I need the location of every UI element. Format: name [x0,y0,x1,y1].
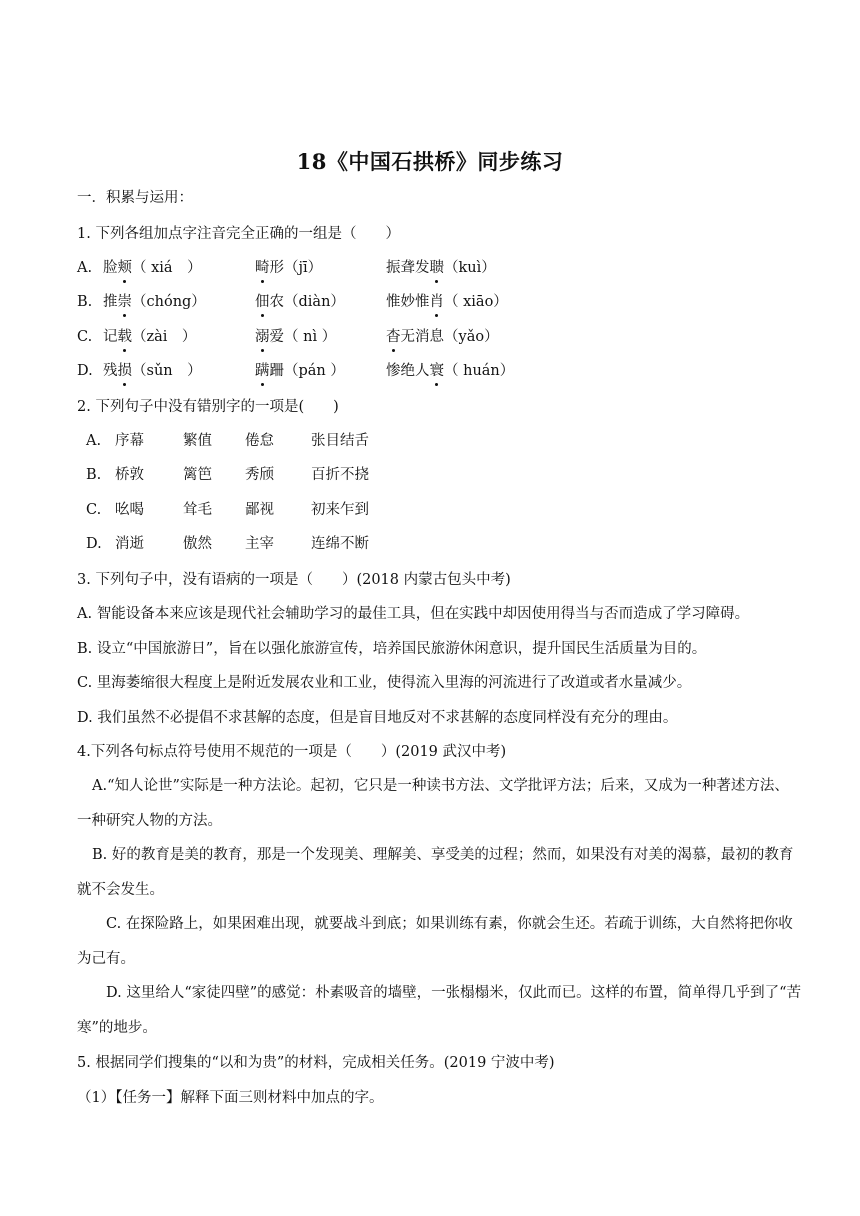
term-pinyin: （ huán） [444,363,515,379]
option-word: 初来乍到 [311,502,369,518]
option-word: 吆喝 [115,502,144,518]
option-word: 消逝 [115,536,144,552]
dotted-character: 溺 [255,329,270,345]
option-label: C. [86,502,102,518]
term-prefix: 惟妙惟 [386,294,430,310]
dotted-character: 崇 [117,294,132,310]
dotted-character: 蹒 [255,363,270,379]
dotted-character: 畸 [255,260,270,276]
dotted-character: 颊 [117,260,132,276]
dotted-character: 聩 [429,260,444,276]
question-4-option-a: A.“知人论世”实际是一种方法论。起初，它只是一种读书方法、文学批评方法；后来，又成为一种著述方法、一种研究人物的方法。 [77,778,789,829]
question-5-task-1: （1）【任务一】解释下面三则材料中加点的字。 [77,1090,384,1106]
option-word: 耸毛 [183,502,212,518]
term-pinyin: 形（jī） [269,260,323,276]
option-word: 傲然 [183,536,212,552]
option-label: A. [86,433,102,449]
option-label: B. [77,294,93,310]
option-term [255,292,345,312]
option-word: 繁值 [183,433,212,449]
option-term [386,292,508,312]
option-term [255,327,336,347]
term-pinyin: 农（diàn） [269,294,345,310]
term-prefix: 推 [103,294,118,310]
term-pinyin: （zài ） [132,329,197,345]
question-4-option-c: C. 在探险路上，如果困难出现，就要战斗到底；如果训练有素，你就会生还。若疏于训练，大自然将把你收为己有。 [77,916,793,967]
option-word: 连绵不断 [311,536,369,552]
term-pinyin: （sǔn ） [132,363,202,379]
option-term [103,258,202,278]
question-1-stem: 1. 下列各组加点字注音完全正确的一组是（ ） [77,226,400,242]
option-term [103,327,196,347]
question-3-option-d: D. 我们虽然不必提倡不求甚解的态度，但是盲目地反对不求甚解的态度同样没有充分的理由。 [77,710,678,726]
option-label: D. [77,363,93,379]
question-3-option-c: C. 里海萎缩很大程度上是附近发展农业和工业，使得流入里海的河流进行了改道或者水量减少。 [77,675,692,691]
question-4-option-b: B. 好的教育是美的教育，那是一个发现美、理解美、享受美的过程；然而，如果没有对美的渴慕，最初的教育就不会发生。 [77,847,794,898]
dotted-character: 损 [117,363,132,379]
section-heading: 一．积累与运用： [77,190,193,206]
option-term [103,292,206,312]
term-prefix: 惨绝人 [386,363,430,379]
option-label: D. [86,536,102,552]
question-3-stem: 3. 下列句子中，没有语病的一项是（ ）(2018 内蒙古包头中考) [77,572,511,588]
page-title: 18《中国石拱桥》同步练习 [296,149,564,174]
option-term [386,258,496,278]
dotted-character: 肖 [429,294,444,310]
option-label: B. [86,467,102,483]
question-5-stem: 5. 根据同学们搜集的“以和为贵”的材料，完成相关任务。(2019 宁波中考) [77,1055,555,1071]
option-word: 主宰 [245,536,274,552]
term-pinyin: （kuì） [444,260,496,276]
term-pinyin: （chóng） [132,294,206,310]
option-word: 张目结舌 [311,433,369,449]
question-4-stem: 4.下列各句标点符号使用不规范的一项是（ ）(2019 武汉中考) [77,744,507,760]
question-2-stem: 2. 下列句子中没有错别字的一项是( ) [77,399,339,415]
question-3-option-b: B. 设立“中国旅游日”，旨在以强化旅游宣传，培养国民旅游休闲意识，提升国民生活质量为目的。 [77,641,707,657]
term-prefix: 振聋发 [386,260,430,276]
question-3-option-a: A. 智能设备本来应该是现代社会辅助学习的最佳工具，但在实践中却因使用得当与否而造成了学习障碍。 [77,606,750,622]
option-label: C. [77,329,93,345]
option-word: 鄙视 [245,502,274,518]
option-label: A. [77,260,93,276]
term-pinyin: 爱（ nì ） [269,329,337,345]
option-term [386,361,514,381]
term-prefix: 记 [103,329,118,345]
option-term [386,327,499,347]
term-prefix: 脸 [103,260,118,276]
term-pinyin: 无消息（yǎo） [400,329,499,345]
option-word: 序幕 [115,433,144,449]
dotted-character: 载 [117,329,132,345]
option-word: 倦怠 [245,433,274,449]
option-term [255,258,322,278]
option-word: 桥敦 [115,467,144,483]
option-term [103,361,202,381]
question-4-option-d: D. 这里给人“家徒四壁”的感觉：朴素吸音的墙壁，一张榻榻米，仅此而已。这样的布置，简单得几乎到了“苦寒”的地步。 [77,985,802,1036]
dotted-character: 杳 [386,329,401,345]
term-pinyin: （ xiá ） [132,260,202,276]
dotted-character: 寰 [429,363,444,379]
dotted-character: 佃 [255,294,270,310]
option-word: 百折不挠 [311,467,369,483]
option-word: 篱笆 [183,467,212,483]
term-pinyin: 跚（pán ） [269,363,345,379]
term-prefix: 残 [103,363,118,379]
term-pinyin: （ xiāo） [444,294,508,310]
option-term [255,361,345,381]
option-word: 秀颀 [245,467,274,483]
